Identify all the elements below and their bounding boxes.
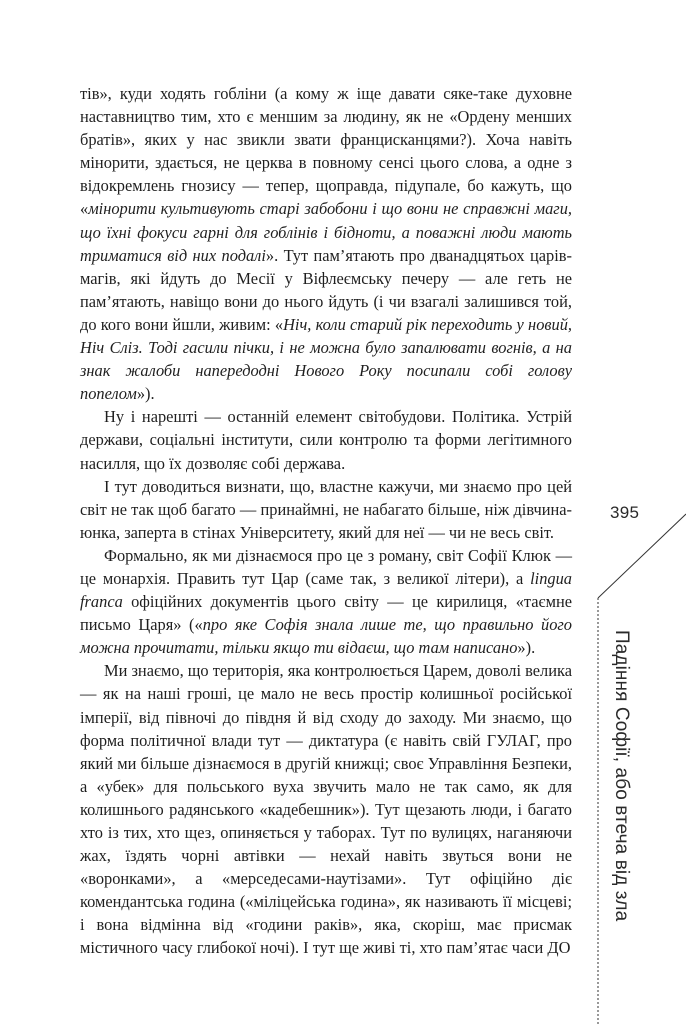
- italic-run: мінорити культивують старі забобони і що вони не справжні маги, що їхні фокуси гарні для гоблінів і бідноти, а поважні люди мають триматися від них подалі: [80, 199, 572, 265]
- text-run: Формально, як ми дізнаємося про це з роману, світ Софії Клюк — це монархія. Править тут Цар (саме так, з великої літери), а: [80, 545, 572, 588]
- page-number: 395: [610, 503, 640, 522]
- paragraph: [80, 659, 572, 959]
- italic-run: Ніч, коли старий рік переходить у новий, Ніч Сліз. Тоді гасили пічки, і не можна було запалювати вогнів, а на знак жалоби напередодні Нового Року посипали собі голову попелом: [80, 314, 572, 404]
- paragraph: [80, 82, 572, 405]
- text-run: Ми знаємо, що територія, яка контролюється Царем, доволі велика — як на наші гроші, це мало не весь простір колишньої російської імперії, від півночі до півдня й від сходу до заходу. Ми знаємо, що форма політичної влади тут — диктатура (є навіть свій ГУЛАГ, про який ми більше дізнаємося в другій книжці; своє Управління Безпеки, а «убек» для польського вуха звучить мало не так само, як для колишнього радянського «кадебешник»). Тут щезають люди, і багато хто із тих, хто щез, опиняється у таборах. Тут по вулицях, наганяючи жах, їздять чорні автівки — нехай навіть звуться вони не «воронками», а «мерседесами-наутізами». Тут офіційно діє комендантська година («міліцейська година», як називають її місцеві; і вона відмінна від «години раків», яка, скоріш, має присмак містичного часу глибокої ночі). І тут ще живі ті, хто пам’ятає часи ДО: [80, 661, 572, 958]
- diagonal-rule: [598, 514, 686, 598]
- text-run: тів», куди ходять гобліни (а кому ж іще давати сяке-таке духовне наставництво тим, хто є меншим за людину, як не «Ордену менших братів», яких у нас звикли звати францисканцями?). Хоча навіть мінорити, здається, не церква в повному сенсі цього слова, а одне з відокремлень гнозису — тепер, щоправда, підупале, бо кажуть, що «: [80, 84, 572, 219]
- text-run: ». Тут пам’ятають про дванадцятьох царів-магів, які йдуть до Месії у Віфлеємську печеру — але геть не пам’ятають, навіщо вони до нього йдуть (і чи взагалі залишився той, до кого вони йшли, живим: «: [80, 245, 572, 334]
- paragraph: [80, 475, 572, 544]
- italic-run: lingua franca: [80, 568, 572, 612]
- text-run: офіційних документів цього світу — це кирилиця, «таємне письмо Царя» («: [80, 592, 572, 635]
- paragraph: [80, 405, 572, 474]
- text-run: »).: [136, 384, 155, 404]
- paragraph: [80, 544, 572, 659]
- running-title: Падіння Софії, або втеча від зла: [611, 630, 632, 922]
- text-run: »).: [517, 638, 536, 658]
- body-text: [80, 82, 572, 960]
- italic-run: про яке Софія знала лише те, що правильно його можна прочитати, тільки якщо ти відаєш, що там написано: [80, 615, 572, 658]
- text-run: Ну і нарешті — останній елемент світобудови. Політика. Устрій держави, соціальні інститути, сили контролю та форми легітимного насилля, що їх дозволяє собі держава.: [80, 407, 572, 473]
- text-run: І тут доводиться визнати, що, властне кажучи, ми знаємо про цей світ не так щоб багато — принаймні, не набагато більше, ніж дівчина-юнка, заперта в стінах Університету, який для неї — чи не весь світ.: [80, 476, 572, 542]
